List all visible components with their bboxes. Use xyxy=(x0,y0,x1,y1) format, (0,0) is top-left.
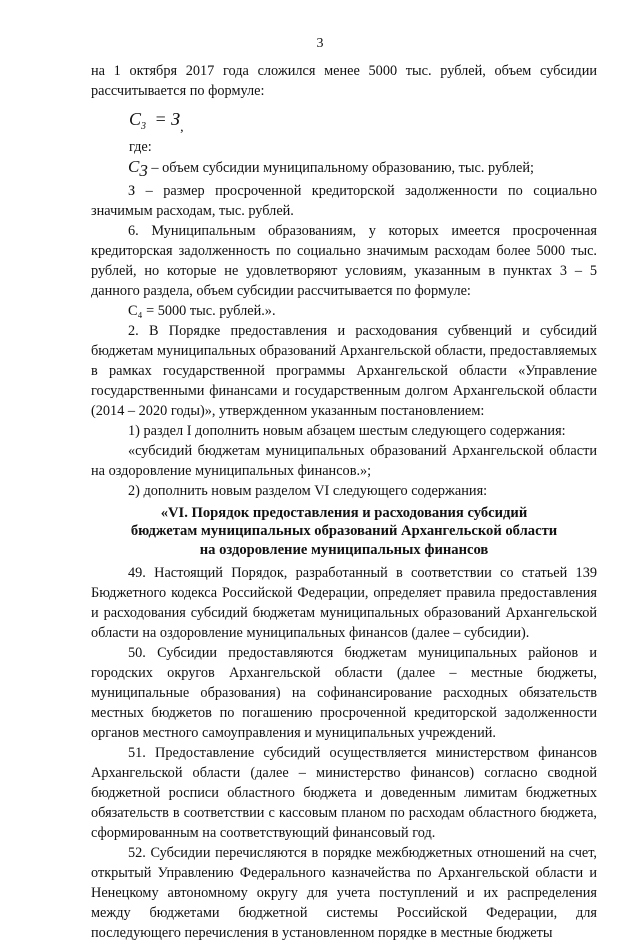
formula-lhs: C xyxy=(129,109,142,129)
c3-subscript: 3 xyxy=(139,160,148,180)
document-body xyxy=(91,61,597,943)
c3-definition xyxy=(91,157,597,181)
paragraph: 6. Муниципальным образованиям, у которых имеется просроченная кредиторская задолженность по социально значимым расходам более 5000 тыс. рублей, но которые не удовлетворяют условиям, указанным в пунктах 3 – 5 данного раздела, объем субсидии рассчитывается по формуле: xyxy=(91,222,597,299)
paragraph: З – размер просроченной кредиторской задолженности по социально значимым расходам, тыс. рублей. xyxy=(91,182,597,219)
formula-rhs: = З xyxy=(150,109,181,129)
formula-comma: , xyxy=(180,120,184,135)
paragraph: 51. Предоставление субсидий осуществляется министерством финансов Архангельской области (далее – министерство финансов) согласно сводной бюджетной росписи областного бюджета и доведенным лимитам бюджетных обязательств в соответствии с кассовым планом по расходам областного бюджета, сформированным на соответствующий финансовый год. xyxy=(91,745,597,842)
paragraph: 50. Субсидии предоставляются бюджетам муниципальных районов и городских округов Архангельской области (далее – местные бюджеты, муниципальные образования) на софинансирование расходных обязательств местных бюджетов по погашению просроченной кредиторской задолженности органов местного самоуправления и муниципальных учреждений. xyxy=(91,645,597,742)
formula-c3 xyxy=(91,101,597,137)
paragraph: C₄ = 5000 тыс. рублей.». xyxy=(128,302,276,319)
section-heading-line: бюджетам муниципальных образований Архангельской области xyxy=(130,523,558,540)
paragraph: 49. Настоящий Порядок, разработанный в соответствии со статьей 139 Бюджетного кодекса Российской Федерации, определяет правила предоставления и расходования субсидий бюджетам муниципальных образований Архангельской области на оздоровление муниципальных финансов (далее – субсидии). xyxy=(91,565,597,642)
paragraph: 2. В Порядке предоставления и расходования субвенций и субсидий бюджетам муниципальных образований Архангельской области, предоставляемых в рамках государственной программы Архангельской области «Управление государственными финансами и государственным долгом Архангельской области (2014 – 2020 годы)», утвержденном указанным постановлением: xyxy=(91,322,597,419)
section-heading-line: на оздоровление муниципальных финансов xyxy=(199,541,489,558)
where-label: где: xyxy=(129,139,152,155)
paragraph: 52. Субсидии перечисляются в порядке межбюджетных отношений на счет, открытый Управлению Федерального казначейства по Архангельской области и Ненецкому автономному округу для учета поступлений и их распределения между бюджетами бюджетной системы Российской Федерации, для последующего перечисления в установленном порядке в местные бюджеты xyxy=(91,845,597,942)
paragraph: 1) раздел I дополнить новым абзацем шестым следующего содержания: xyxy=(128,422,566,439)
c3-symbol: C xyxy=(128,157,140,176)
paragraph: 2) дополнить новым разделом VI следующего содержания: xyxy=(128,482,488,499)
page-number: 3 xyxy=(316,36,324,51)
section-heading xyxy=(91,504,597,560)
section-heading-line: «VI. Порядок предоставления и расходования субсидий xyxy=(160,504,528,521)
formula-subscript: 3 xyxy=(141,121,147,132)
paragraph: «субсидий бюджетам муниципальных образований Архангельской области на оздоровление муниципальных финансов.»; xyxy=(91,442,597,479)
c3-definition-text: – объем субсидии муниципальному образованию, тыс. рублей; xyxy=(147,160,534,176)
paragraph: на 1 октября 2017 года сложился менее 5000 тыс. рублей, объем субсидии рассчитывается по формуле: xyxy=(91,63,597,99)
